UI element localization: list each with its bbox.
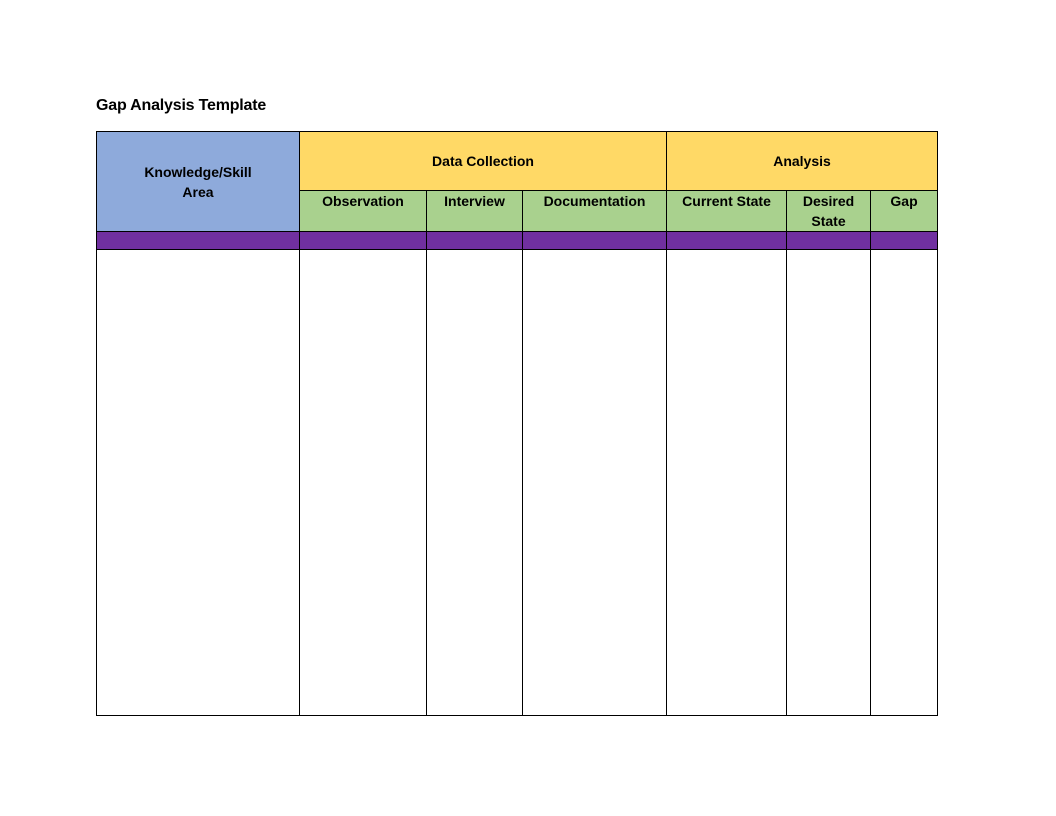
knowledge-header-line1: Knowledge/Skill	[144, 163, 252, 180]
group-header-row	[97, 132, 938, 191]
desired-state-line2: State	[811, 213, 846, 229]
separator-cell	[97, 232, 300, 250]
gap-cell[interactable]	[871, 250, 938, 716]
entry-row	[97, 250, 938, 716]
interview-cell[interactable]	[427, 250, 523, 716]
analysis-header: Analysis	[667, 132, 938, 191]
observation-header: Observation	[300, 191, 427, 232]
separator-cell	[871, 232, 938, 250]
document-title: Gap Analysis Template	[96, 97, 267, 114]
current-state-cell[interactable]	[667, 250, 787, 716]
interview-header: Interview	[427, 191, 523, 232]
separator-cell	[523, 232, 667, 250]
separator-cell	[300, 232, 427, 250]
gap-header: Gap	[871, 191, 938, 232]
current-state-header: Current State	[667, 191, 787, 232]
observation-cell[interactable]	[300, 250, 427, 716]
desired-state-cell[interactable]	[787, 250, 871, 716]
desired-state-line1: Desired	[802, 193, 855, 209]
separator-row	[97, 232, 938, 250]
data-collection-header: Data Collection	[300, 132, 667, 191]
separator-cell	[667, 232, 787, 250]
separator-cell	[787, 232, 871, 250]
knowledge-header-line2: Area	[182, 183, 214, 200]
separator-cell	[427, 232, 523, 250]
knowledge-skill-area-header	[97, 132, 300, 232]
knowledge-skill-area-cell[interactable]	[97, 250, 300, 716]
gap-analysis-table	[96, 131, 938, 716]
documentation-cell[interactable]	[523, 250, 667, 716]
desired-state-header	[787, 191, 871, 232]
documentation-header: Documentation	[523, 191, 667, 232]
